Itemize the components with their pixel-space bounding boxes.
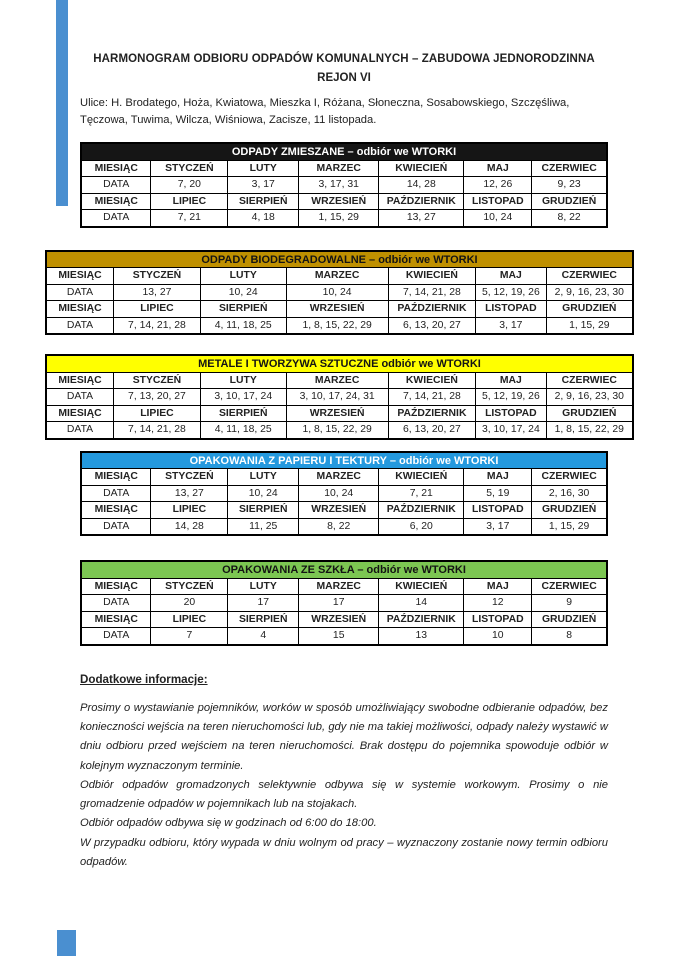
additional-info-heading: Dodatkowe informacje: — [80, 672, 208, 686]
month-header-cell: LISTOPAD — [464, 193, 532, 210]
date-cell: 1, 15, 29 — [546, 317, 633, 334]
date-cell: 5, 12, 19, 26 — [476, 389, 546, 406]
month-header-cell: MARZEC — [286, 372, 388, 389]
row-label-cell: MIESIĄC — [46, 301, 114, 318]
date-cell: 7, 14, 21, 28 — [388, 284, 475, 301]
date-cell: 7 — [151, 628, 228, 645]
month-header-cell: LIPIEC — [114, 301, 201, 318]
date-cell: 3, 17 — [464, 518, 532, 535]
month-header-cell: MAJ — [476, 372, 546, 389]
month-header-cell: KWIECIEŃ — [379, 160, 464, 177]
schedule-table-opakowania-z-papieru-i-tektury — [80, 451, 608, 537]
month-header-cell: CZERWIEC — [532, 469, 607, 486]
month-header-cell: WRZESIEŃ — [299, 611, 379, 628]
table-title-band: METALE I TWORZYWA SZTUCZNE odbiór we WTORKI — [46, 355, 633, 372]
row-label-cell: MIESIĄC — [46, 372, 114, 389]
month-header-cell: MARZEC — [299, 160, 379, 177]
date-cell: 17 — [299, 595, 379, 612]
month-header-cell: MAJ — [464, 160, 532, 177]
month-header-cell: PAŹDZIERNIK — [379, 502, 464, 519]
date-cell: 13, 27 — [379, 210, 464, 227]
month-header-cell: CZERWIEC — [546, 372, 633, 389]
date-cell: 14 — [379, 595, 464, 612]
month-header-cell: MAJ — [476, 268, 546, 285]
month-header-cell: KWIECIEŃ — [388, 268, 475, 285]
month-header-cell: LUTY — [228, 469, 299, 486]
streets-list: Ulice: H. Brodatego, Hoża, Kwiatowa, Mieszka I, Różana, Słoneczna, Sosabowskiego, Szczęśliwa, Tęczowa, Tuwima, Wilcza, Wiśniowa, Zacisze, 11 listopada. — [80, 96, 570, 126]
schedule-table-opakowania-ze-szkla — [80, 560, 608, 646]
date-cell: 20 — [151, 595, 228, 612]
date-cell: 2, 16, 30 — [532, 485, 607, 502]
month-header-cell: SIERPIEŃ — [200, 301, 286, 318]
row-label-cell: MIESIĄC — [46, 268, 114, 285]
date-cell: 13, 27 — [151, 485, 228, 502]
month-header-cell: STYCZEŃ — [151, 160, 228, 177]
month-header-cell: STYCZEŃ — [151, 578, 228, 595]
month-header-cell: GRUDZIEŃ — [532, 611, 607, 628]
month-header-cell: PAŹDZIERNIK — [388, 301, 475, 318]
date-cell: 12 — [464, 595, 532, 612]
month-header-cell: PAŹDZIERNIK — [379, 193, 464, 210]
month-header-cell: WRZESIEŃ — [299, 193, 379, 210]
date-cell: 10, 24 — [464, 210, 532, 227]
month-header-cell: GRUDZIEŃ — [546, 405, 633, 422]
info-paragraph: Odbiór odpadów gromadzonych selektywnie odbywa się w systemie workowym. Prosimy o nie gromadzenie odpadów w pojemnikach lub na stojakach. — [80, 778, 608, 811]
date-cell: 10, 24 — [299, 485, 379, 502]
month-header-cell: LUTY — [200, 372, 286, 389]
row-label-cell: MIESIĄC — [81, 502, 151, 519]
schedule-table-metale-i-tworzywa-sztuczne — [45, 354, 634, 440]
date-cell: 3, 17, 31 — [299, 177, 379, 194]
month-header-cell: LIPIEC — [151, 502, 228, 519]
date-cell: 3, 10, 17, 24 — [200, 389, 286, 406]
date-cell: 10, 24 — [228, 485, 299, 502]
schedule-table-odpady-biodegradowalne — [45, 250, 634, 336]
month-header-cell: MAJ — [464, 578, 532, 595]
row-label-cell: MIESIĄC — [46, 405, 114, 422]
row-label-cell: MIESIĄC — [81, 193, 151, 210]
date-cell: 10, 24 — [286, 284, 388, 301]
month-header-cell: PAŹDZIERNIK — [388, 405, 475, 422]
month-header-cell: LUTY — [200, 268, 286, 285]
month-header-cell: LISTOPAD — [464, 611, 532, 628]
date-cell: 12, 26 — [464, 177, 532, 194]
date-cell: 1, 8, 15, 22, 29 — [286, 422, 388, 439]
date-cell: 7, 14, 21, 28 — [388, 389, 475, 406]
date-cell: 8, 22 — [532, 210, 607, 227]
date-cell: 14, 28 — [379, 177, 464, 194]
date-cell: 13 — [379, 628, 464, 645]
month-header-cell: STYCZEŃ — [114, 372, 201, 389]
row-label-cell: DATA — [81, 595, 151, 612]
month-header-cell: MARZEC — [299, 578, 379, 595]
row-label-cell: DATA — [46, 317, 114, 334]
month-header-cell: SIERPIEŃ — [200, 405, 286, 422]
month-header-cell: SIERPIEŃ — [228, 611, 299, 628]
date-cell: 6, 20 — [379, 518, 464, 535]
row-label-cell: DATA — [46, 422, 114, 439]
date-cell: 10 — [464, 628, 532, 645]
info-paragraph: Prosimy o wystawianie pojemników, worków w sposób umożliwiający swobodne odbieranie odpadów, bez konieczności wejścia na teren nieruchomości lub, gdy nie ma takiej możliwości, odpady należy wystawić w dniu odbioru przed wejściem na teren nieruchomości. Brak dostępu do pojemnika spowoduje odbiór w kolejnym wyznaczonym terminie. — [80, 701, 608, 772]
month-header-cell: LIPIEC — [151, 193, 228, 210]
date-cell: 4, 18 — [228, 210, 299, 227]
schedule-tables — [58, 142, 624, 646]
date-cell: 7, 14, 21, 28 — [114, 422, 201, 439]
date-cell: 17 — [228, 595, 299, 612]
date-cell: 6, 13, 20, 27 — [388, 317, 475, 334]
date-cell: 7, 13, 20, 27 — [114, 389, 201, 406]
date-cell: 7, 21 — [379, 485, 464, 502]
schedule-table-odpady-zmieszane — [80, 142, 608, 228]
month-header-cell: CZERWIEC — [532, 578, 607, 595]
date-cell: 7, 14, 21, 28 — [114, 317, 201, 334]
month-header-cell: LIPIEC — [114, 405, 201, 422]
month-header-cell: GRUDZIEŃ — [546, 301, 633, 318]
row-label-cell: DATA — [81, 518, 151, 535]
date-cell: 1, 15, 29 — [299, 210, 379, 227]
row-label-cell: DATA — [81, 628, 151, 645]
month-header-cell: SIERPIEŃ — [228, 193, 299, 210]
date-cell: 5, 12, 19, 26 — [476, 284, 546, 301]
date-cell: 7, 20 — [151, 177, 228, 194]
date-cell: 7, 21 — [151, 210, 228, 227]
page-edge-artifact-top — [56, 0, 68, 206]
date-cell: 3, 10, 17, 24 — [476, 422, 546, 439]
month-header-cell: WRZESIEŃ — [286, 301, 388, 318]
table-title-band: ODPADY ZMIESZANE – odbiór we WTORKI — [81, 143, 607, 160]
row-label-cell: MIESIĄC — [81, 469, 151, 486]
date-cell: 4, 11, 18, 25 — [200, 317, 286, 334]
row-label-cell: DATA — [46, 284, 114, 301]
month-header-cell: STYCZEŃ — [114, 268, 201, 285]
date-cell: 4 — [228, 628, 299, 645]
row-label-cell: DATA — [81, 485, 151, 502]
date-cell: 3, 10, 17, 24, 31 — [286, 389, 388, 406]
month-header-cell: SIERPIEŃ — [228, 502, 299, 519]
date-cell: 5, 19 — [464, 485, 532, 502]
month-header-cell: KWIECIEŃ — [379, 469, 464, 486]
date-cell: 13, 27 — [114, 284, 201, 301]
table-title-band: OPAKOWANIA Z PAPIERU I TEKTURY – odbiór we WTORKI — [81, 452, 607, 469]
month-header-cell: MAJ — [464, 469, 532, 486]
month-header-cell: GRUDZIEŃ — [532, 502, 607, 519]
month-header-cell: MARZEC — [299, 469, 379, 486]
date-cell: 14, 28 — [151, 518, 228, 535]
row-label-cell: MIESIĄC — [81, 160, 151, 177]
date-cell: 10, 24 — [200, 284, 286, 301]
month-header-cell: LIPIEC — [151, 611, 228, 628]
date-cell: 8, 22 — [299, 518, 379, 535]
info-paragraph: Odbiór odpadów odbywa się w godzinach od 6:00 do 18:00. — [80, 817, 377, 830]
page-edge-artifact-bottom — [57, 930, 76, 956]
document-page — [58, 0, 624, 872]
date-cell: 2, 9, 16, 23, 30 — [546, 284, 633, 301]
month-header-cell: KWIECIEŃ — [388, 372, 475, 389]
date-cell: 8 — [532, 628, 607, 645]
month-header-cell: CZERWIEC — [546, 268, 633, 285]
month-header-cell: CZERWIEC — [532, 160, 607, 177]
row-label-cell: MIESIĄC — [81, 578, 151, 595]
month-header-cell: PAŹDZIERNIK — [379, 611, 464, 628]
date-cell: 9, 23 — [532, 177, 607, 194]
date-cell: 9 — [532, 595, 607, 612]
date-cell: 3, 17 — [476, 317, 546, 334]
table-title-band: ODPADY BIODEGRADOWALNE – odbiór we WTORKI — [46, 251, 633, 268]
date-cell: 6, 13, 20, 27 — [388, 422, 475, 439]
month-header-cell: WRZESIEŃ — [299, 502, 379, 519]
date-cell: 11, 25 — [228, 518, 299, 535]
row-label-cell: MIESIĄC — [81, 611, 151, 628]
month-header-cell: WRZESIEŃ — [286, 405, 388, 422]
date-cell: 1, 8, 15, 22, 29 — [286, 317, 388, 334]
month-header-cell: KWIECIEŃ — [379, 578, 464, 595]
table-title-band: OPAKOWANIA ZE SZKŁA – odbiór we WTORKI — [81, 561, 607, 578]
row-label-cell: DATA — [46, 389, 114, 406]
month-header-cell: LUTY — [228, 578, 299, 595]
date-cell: 1, 8, 15, 22, 29 — [546, 422, 633, 439]
page-title: HARMONOGRAM ODBIORU ODPADÓW KOMUNALNYCH – ZABUDOWA JEDNORODZINNA — [93, 53, 595, 65]
month-header-cell: LISTOPAD — [464, 502, 532, 519]
month-header-cell: STYCZEŃ — [151, 469, 228, 486]
date-cell: 15 — [299, 628, 379, 645]
date-cell: 3, 17 — [228, 177, 299, 194]
info-paragraph: W przypadku odbioru, który wypada w dniu wolnym od pracy – wyznaczony zostanie nowy termin odbioru odpadów. — [80, 836, 608, 868]
month-header-cell: GRUDZIEŃ — [532, 193, 607, 210]
row-label-cell: DATA — [81, 210, 151, 227]
date-cell: 2, 9, 16, 23, 30 — [546, 389, 633, 406]
month-header-cell: LUTY — [228, 160, 299, 177]
month-header-cell: LISTOPAD — [476, 405, 546, 422]
row-label-cell: DATA — [81, 177, 151, 194]
region-title: REJON VI — [317, 71, 371, 84]
date-cell: 4, 11, 18, 25 — [200, 422, 286, 439]
month-header-cell: LISTOPAD — [476, 301, 546, 318]
date-cell: 1, 15, 29 — [532, 518, 607, 535]
additional-info — [80, 699, 608, 872]
month-header-cell: MARZEC — [286, 268, 388, 285]
